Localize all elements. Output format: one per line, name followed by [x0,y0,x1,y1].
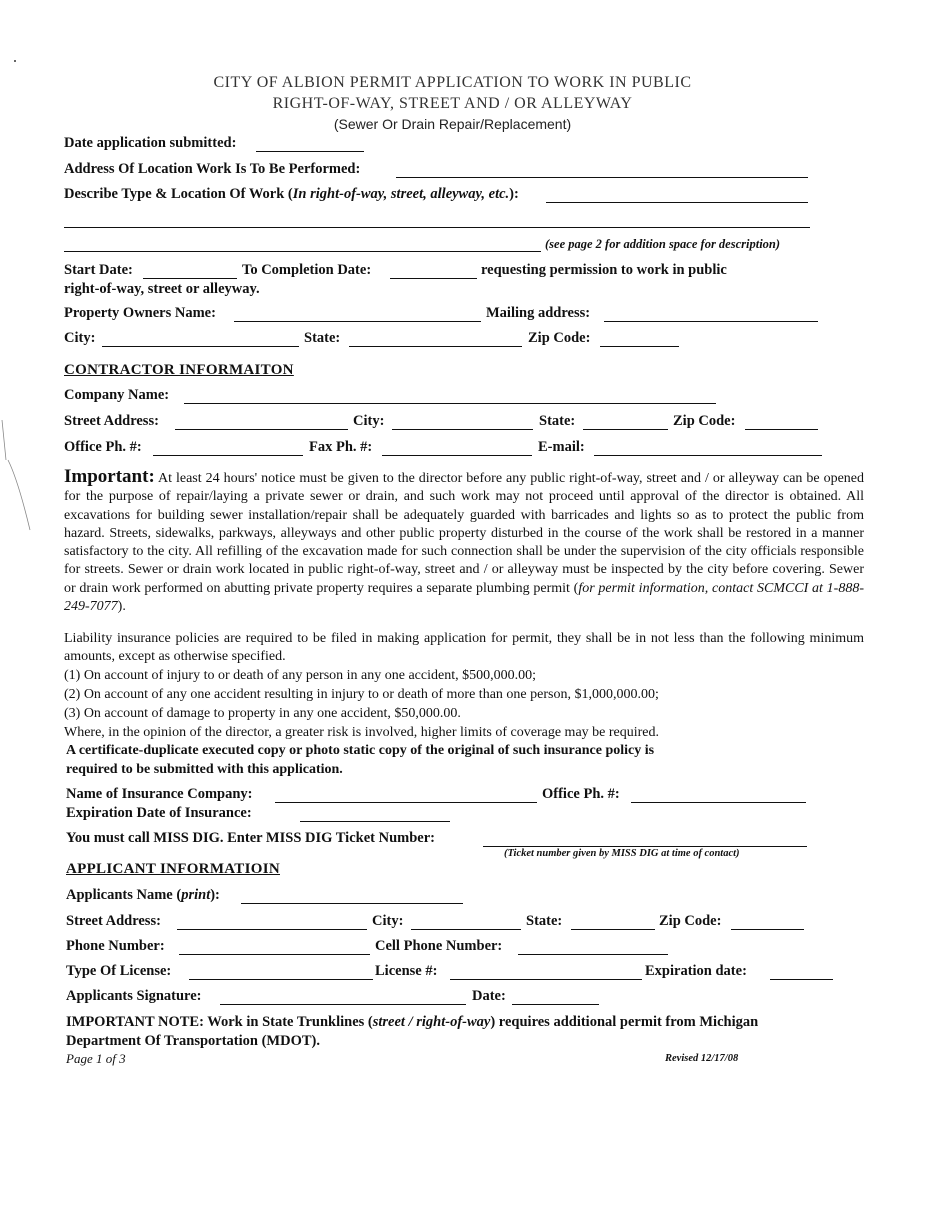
address-location-field[interactable] [396,163,808,178]
contractor-email-label: E-mail: [538,439,585,455]
owner-zip-field[interactable] [600,332,679,347]
insurance-company-label: Name of Insurance Company: [66,786,253,802]
contractor-office-ph-field[interactable] [153,441,303,456]
address-location-label: Address Of Location Work Is To Be Performed: [64,161,361,177]
applicant-city-label: City: [372,913,404,929]
miss-dig-label: You must call MISS DIG. Enter MISS DIG Ticket Number: [66,830,435,846]
liability-item-2: (2) On account of any one accident resulting in injury to or death of more than one person, $1,000,000.00; [64,687,659,702]
owner-state-field[interactable] [349,332,522,347]
applicant-state-label: State: [526,913,563,929]
mailing-address-label: Mailing address: [486,305,591,321]
see-page-2-note: (see page 2 for addition space for description) [545,237,781,251]
miss-dig-ticket-field[interactable] [483,832,807,847]
owner-city-label: City: [64,330,96,346]
signature-date-field[interactable] [512,990,599,1005]
describe-work-label: Describe Type & Location Of Work (In right-of-way, street, alleyway, etc.): [64,186,519,202]
mailing-address-field[interactable] [604,307,818,322]
contractor-zip-field[interactable] [745,415,818,430]
certificate-line-1: A certificate-duplicate executed copy or photo static copy of the original of such insurance policy is [66,743,655,758]
date-submitted-field[interactable] [256,137,364,152]
owner-state-label: State: [304,330,341,346]
owners-name-label: Property Owners Name: [64,305,216,321]
contractor-email-field[interactable] [594,441,822,456]
insurance-office-ph-field[interactable] [631,788,806,803]
applicant-heading: APPLICANT INFORMATIOIN [66,861,280,877]
contractor-zip-label: Zip Code: [673,413,736,429]
applicant-phone-field[interactable] [179,940,370,955]
miss-dig-note: (Ticket number given by MISS DIG at time of contact) [504,848,740,859]
start-date-field[interactable] [143,264,237,279]
page-number: Page 1 of 3 [66,1051,126,1066]
important-note-line-1: IMPORTANT NOTE: Work in State Trunklines (street / right-of-way) requires additional permit from Michigan [66,1014,759,1030]
signature-label: Applicants Signature: [66,988,202,1004]
applicant-state-field[interactable] [571,915,655,930]
contractor-fax-field[interactable] [382,441,532,456]
certificate-line-2: required to be submitted with this application. [66,762,343,777]
applicant-zip-label: Zip Code: [659,913,722,929]
contractor-heading: CONTRACTOR INFORMAITON [64,362,294,378]
applicant-phone-label: Phone Number: [66,938,165,954]
describe-work-line-2[interactable] [64,213,810,228]
describe-work-line-3[interactable] [64,237,541,252]
contractor-state-label: State: [539,413,576,429]
important-paragraph: Important: At least 24 hours' notice must be given to the director before any public right-of-way, street and / or alleyway can be opened for the purpose of repair/laying a private sewer or drain, and such work may not proceed until approval of the director is obtained. All excavations for building sewer installation/repair shall be adequately guarded with barricades and lights so as to protect the public from hazard. Streets, sidewalks, parkways, alleyways and other public property disturbed in the course of the work shall be restored in a manner satisfactory to the city. All refilling of the excavation made for such connection shall be under the supervision of the city officials responsible for streets. Sewer or drain work located in public right-of-way, street and / or alleyway must be inspected by the city before covering. Sewer or drain work performed on abutting private property requires a separate plumbing permit (for permit information, contact SCMCCI at 1-888-249-7077). [64,466,865,615]
contractor-office-ph-label: Office Ph. #: [64,439,142,455]
insurance-company-field[interactable] [275,788,537,803]
insurance-expiration-field[interactable] [300,807,450,822]
start-date-label: Start Date: [64,262,133,278]
completion-date-label: To Completion Date: [242,262,372,278]
owners-name-field[interactable] [234,307,481,322]
important-label: Important: [64,466,155,487]
company-name-label: Company Name: [64,387,170,403]
requesting-text: requesting permission to work in public [481,262,727,278]
applicant-cell-label: Cell Phone Number: [375,938,503,954]
owner-zip-label: Zip Code: [528,330,591,346]
signature-field[interactable] [220,990,466,1005]
revised-date: Revised 12/17/08 [665,1053,739,1064]
liability-item-1: (1) On account of injury to or death of any person in any one accident, $500,000.00; [64,668,536,683]
contractor-state-field[interactable] [583,415,668,430]
contractor-fax-label: Fax Ph. #: [309,439,373,455]
liability-where: Where, in the opinion of the director, a greater risk is involved, higher limits of coverage may be required. [64,725,660,740]
license-number-label: License #: [375,963,438,979]
license-expiration-field[interactable] [770,965,833,980]
contractor-street-label: Street Address: [64,413,159,429]
important-note-line-2: Department Of Transportation (MDOT). [66,1033,320,1049]
requesting-text-2: right-of-way, street or alleyway. [64,281,260,297]
describe-work-field[interactable] [546,188,808,203]
license-number-field[interactable] [450,965,642,980]
applicant-cell-field[interactable] [518,940,668,955]
contractor-city-field[interactable] [392,415,533,430]
scan-speck [14,60,16,62]
contractor-street-field[interactable] [175,415,348,430]
applicant-name-field[interactable] [241,889,463,904]
insurance-expiration-label: Expiration Date of Insurance: [66,805,252,821]
liability-item-3: (3) On account of damage to property in any one accident, $50,000.00. [64,706,461,721]
applicant-name-label: Applicants Name (print): [66,887,220,903]
applicant-city-field[interactable] [411,915,521,930]
applicant-zip-field[interactable] [731,915,804,930]
liability-intro: Liability insurance policies are required to be filed in making application for permit, they shall be in not less than the following minimum amounts, except as otherwise specified. [64,631,864,665]
applicant-street-field[interactable] [177,915,367,930]
company-name-field[interactable] [184,389,716,404]
title-line-1: CITY OF ALBION PERMIT APPLICATION TO WORK IN PUBLIC [213,74,692,91]
license-expiration-label: Expiration date: [645,963,747,979]
title-line-2: RIGHT-OF-WAY, STREET AND / OR ALLEYWAY [272,95,633,112]
scan-artifact-marks [0,420,40,540]
signature-date-label: Date: [472,988,506,1004]
contractor-city-label: City: [353,413,385,429]
completion-date-field[interactable] [390,264,477,279]
subtitle: (Sewer Or Drain Repair/Replacement) [333,116,572,132]
license-type-field[interactable] [189,965,373,980]
owner-city-field[interactable] [102,332,299,347]
date-submitted-label: Date application submitted: [64,135,237,151]
applicant-street-label: Street Address: [66,913,161,929]
license-type-label: Type Of License: [66,963,172,979]
insurance-office-ph-label: Office Ph. #: [542,786,620,802]
